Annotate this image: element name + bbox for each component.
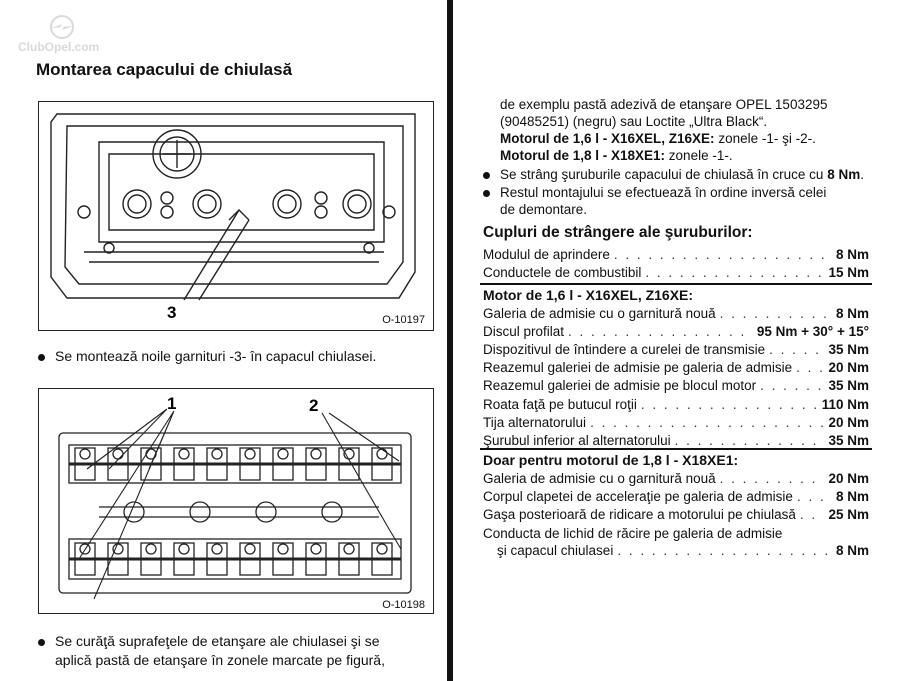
torque-value: 8 Nm [835,306,869,321]
figure-sealing-zones [38,388,434,614]
caption-text-1: Se curăţă suprafeţele de etanşare ale chiulasei şi se [55,633,380,649]
torque-row [483,489,869,506]
torque-label: Gaşa posterioară de ridicare a motorului pe chiulasă [483,507,796,522]
leader-dots [796,360,824,375]
leader-dots [760,378,824,393]
bullet-reassembly: Restul montajului se efectuează în ordine inversă celei de demontare. [483,184,826,218]
torque-value: 25 Nm [828,507,869,522]
torque-row [483,265,869,282]
torque-row [483,471,869,488]
leader-dots [641,397,818,412]
torque-row [483,324,869,341]
torque-label: Reazemul galeriei de admisie pe galeria de admisie [483,360,793,376]
continued-text [500,96,827,164]
figure-code: O-10198 [382,599,425,611]
bullet-icon [38,354,45,361]
bullet-icon [38,639,45,646]
torque-heading: Cupluri de strângere ale şuruburilor: [483,224,753,241]
watermark-text: ClubOpel.com [18,40,100,54]
caption-text-2: aplică pastă de etanşare în zonele marcate pe figură, [55,652,385,668]
continued-line-2: (90485251) (negru) sau Loctite „Ultra Black“. [500,114,768,129]
torque-value: 8 Nm [835,247,869,262]
torque-label: Discul profilat [483,324,565,340]
torque-label: Corpul clapetei de acceleraţie pe galeria de admisie [483,489,793,504]
torque-label: Reazemul galeriei de admisie pe blocul motor [483,378,757,394]
valve-cover-drawing [39,102,433,330]
leader-dots [720,306,832,321]
torque-row [483,507,869,524]
coolant-pipe-line: Conducta de lichid de răcire pe galeria de admisie [483,526,783,541]
leader-dots [645,265,824,280]
continued-line-1: de exemplu pastă adezivă de etanşare OPEL 1503295 [500,97,828,112]
torque-row [483,342,869,359]
motor18-zones: Motorul de 1,8 l - X18XE1: zonele -1-. [500,148,733,163]
callout-3: 3 [167,303,177,322]
torque-label: Galeria de admisie cu o garnitură nouă [483,306,716,321]
torque-value: 8 Nm [835,543,869,558]
leader-dots [720,471,825,486]
motor16-zones: Motorul de 1,6 l - X16XEL, Z16XE: zonele -1- şi -2-. [500,131,816,146]
torque-row [483,360,869,377]
torque-value: 20 Nm [828,471,869,486]
cylinder-head-drawing [39,389,433,613]
caption-bullet-2 [38,632,385,670]
torque-label: Galeria de admisie cu o garnitură nouă [483,471,716,486]
leader-dots [797,489,832,504]
bullet-icon [483,190,490,197]
section-18-heading: Doar pentru motorul de 1,8 l - X18XE1: [483,452,739,468]
torque-value: 8 Nm [835,489,869,504]
page-title: Montarea capacului de chiulasă [36,60,293,79]
figure-valve-cover [38,101,434,331]
section-rule [480,448,872,450]
torque-label: şi capacul chiulasei [497,543,614,558]
torque-label: Şurubul inferior al alternatorului [483,432,671,448]
torque-value: 110 Nm [821,396,869,412]
torque-row [483,247,869,264]
leader-dots [800,507,825,522]
leader-dots [617,543,832,558]
watermark-logo [18,14,118,54]
leader-dots [675,433,825,448]
caption-text: Se montează noile garnituri -3- în capacul chiulasei. [55,348,377,364]
torque-value: 35 Nm [828,342,869,358]
torque-row [483,415,869,432]
opel-logo-icon [48,14,76,40]
torque-label: Conductele de combustibil [483,265,642,280]
caption-bullet-1 [38,348,376,364]
torque-row [483,397,869,414]
torque-value: 35 Nm [828,378,869,394]
section-rule [480,283,872,285]
torque-label: Roata faţă pe butucul roţii [483,396,637,412]
leader-dots [614,247,832,262]
torque-label: Tija alternatorului [483,414,587,430]
leader-dots [568,324,753,339]
leader-dots [769,342,824,357]
torque-label: Modulul de aprindere [483,247,610,262]
bullet-tighten: Se strâng şuruburile capacului de chiulasă în cruce cu 8 Nm. [483,166,864,183]
torque-row [483,378,869,395]
torque-value: 35 Nm [828,432,869,448]
section-16-heading: Motor de 1,6 l - X16XEL, Z16XE: [483,287,694,303]
torque-value: 20 Nm [828,360,869,376]
torque-value: 15 Nm [828,265,869,280]
torque-label: Dispozitivul de întindere a curelei de transmisie [483,342,766,358]
torque-value: 20 Nm [828,414,869,430]
leader-dots [590,415,824,430]
callout-1: 1 [167,394,177,413]
callout-2: 2 [309,396,319,415]
figure-code: O-10197 [382,314,425,326]
column-divider [447,0,453,681]
bullet-icon [483,172,490,179]
torque-row [483,306,869,323]
torque-value: 95 Nm + 30° + 15° [756,324,869,340]
torque-row [497,543,869,560]
